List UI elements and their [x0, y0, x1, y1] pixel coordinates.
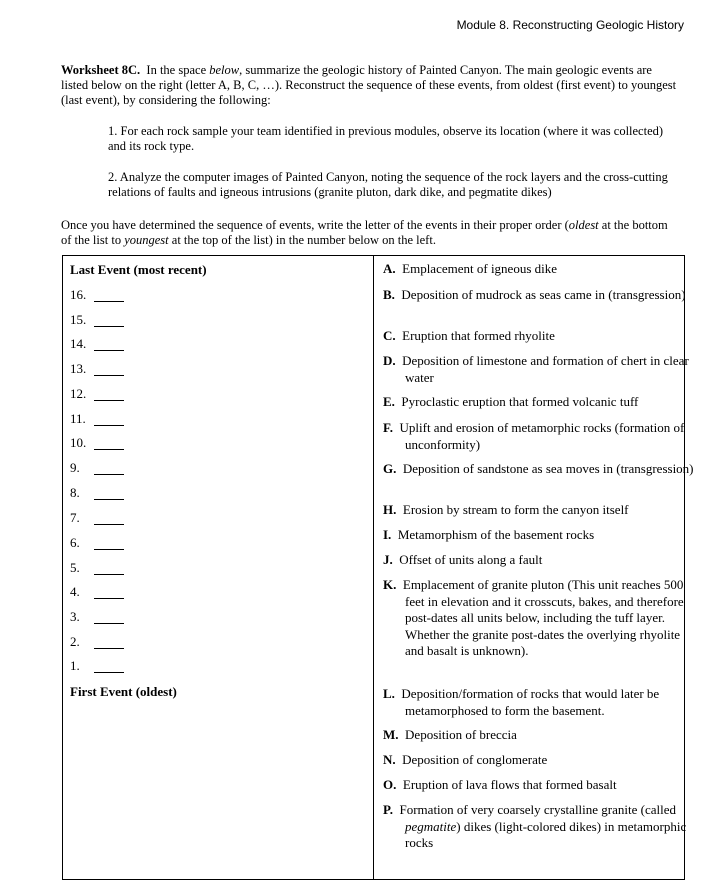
event-text-italic: pegmatite	[405, 818, 457, 834]
event-table	[62, 255, 694, 880]
event-letter: A.	[383, 261, 396, 276]
answer-blank[interactable]	[94, 326, 124, 327]
last-event-label: Last Event (most recent)	[70, 262, 207, 277]
worksheet-label: Worksheet 8C.	[61, 63, 141, 77]
sequence-number: 3.	[70, 609, 80, 624]
sequence-number: 11.	[70, 411, 86, 426]
answer-blank[interactable]	[94, 499, 124, 500]
event-text: Uplift and erosion of metamorphic rocks (formation of unconformity)	[399, 420, 685, 452]
event-text: Pyroclastic eruption that formed volcanic tuff	[401, 394, 639, 409]
event-letter: C.	[383, 328, 396, 343]
answer-blank[interactable]	[94, 474, 124, 475]
instruction-1: 1. For each rock sample your team identified in previous modules, observe its location (where it was collected) and its rock type.	[108, 124, 664, 153]
event-item	[383, 552, 701, 569]
event-letter: B.	[383, 287, 395, 302]
event-letter: E.	[383, 394, 395, 409]
event-letter: F.	[383, 420, 393, 435]
answer-blank[interactable]	[94, 623, 124, 624]
event-text: Metamorphism of the basement rocks	[397, 527, 595, 542]
event-item	[383, 420, 701, 453]
instruction-2: 2. Analyze the computer images of Painted Canyon, noting the sequence of the rock layers and the cross-cutting relations of faults and igneous intrusions (granite pluton, dark dike, and pegmatite dikes)	[108, 170, 668, 199]
event-letter: D.	[383, 353, 396, 368]
event-letter: O.	[383, 777, 397, 792]
event-text: Deposition of mudrock as seas came in (transgression)	[401, 287, 686, 302]
worksheet-intro	[61, 63, 681, 108]
column-divider	[373, 256, 374, 879]
answer-blank[interactable]	[94, 301, 124, 302]
event-text: Deposition of sandstone as sea moves in (transgression)	[402, 461, 694, 476]
event-text: Eruption of lava flows that formed basalt	[402, 777, 617, 792]
event-letter: L.	[383, 686, 395, 701]
sequence-number: 6.	[70, 535, 80, 550]
answer-blank[interactable]	[94, 425, 124, 426]
answer-blank[interactable]	[94, 574, 124, 575]
answer-blank[interactable]	[94, 375, 124, 376]
module-header: Module 8. Reconstructing Geologic History	[456, 18, 684, 32]
sequence-number: 9.	[70, 460, 80, 475]
sequence-number: 13.	[70, 361, 87, 376]
once-oldest: oldest	[568, 218, 599, 232]
event-item	[383, 727, 701, 744]
event-letter: G.	[383, 461, 397, 476]
ordering-instructions	[61, 218, 681, 248]
sequence-number: 7.	[70, 510, 80, 525]
event-letter: N.	[383, 752, 396, 767]
event-letter: P.	[383, 802, 393, 817]
sequence-number: 15.	[70, 312, 87, 327]
event-item	[383, 577, 701, 660]
event-item	[383, 394, 701, 411]
event-item	[383, 502, 701, 519]
event-letter: M.	[383, 727, 399, 742]
answer-blank[interactable]	[94, 598, 124, 599]
sequence-number: 14.	[70, 336, 87, 351]
event-item	[383, 461, 701, 478]
event-item	[383, 686, 701, 719]
event-text: Erosion by stream to form the canyon itself	[402, 502, 629, 517]
once-p2: at the bottom of the list to	[61, 218, 668, 247]
answer-blank[interactable]	[94, 524, 124, 525]
first-event-label: First Event (oldest)	[70, 684, 177, 699]
once-p1: Once you have determined the sequence of events, write the letter of the events in their proper order (	[61, 218, 569, 232]
event-text: Deposition/formation of rocks that would later be metamorphosed to form the basement.	[401, 686, 660, 718]
intro-part1: In the space	[146, 63, 210, 77]
event-letter: J.	[383, 552, 393, 567]
answer-blank[interactable]	[94, 449, 124, 450]
answer-blank[interactable]	[94, 672, 124, 673]
sequence-number: 16.	[70, 287, 87, 302]
event-item	[383, 527, 701, 544]
event-item	[383, 287, 701, 304]
event-item	[383, 752, 701, 769]
sequence-number: 5.	[70, 560, 80, 575]
sequence-number: 8.	[70, 485, 80, 500]
sequence-number: 2.	[70, 634, 80, 649]
event-text: Deposition of limestone and formation of chert in clear water	[402, 353, 689, 385]
answer-blank[interactable]	[94, 549, 124, 550]
sequence-number: 12.	[70, 386, 87, 401]
event-text: Eruption that formed rhyolite	[402, 328, 555, 343]
answer-blank[interactable]	[94, 648, 124, 649]
event-letter: K.	[383, 577, 397, 592]
sequence-number: 1.	[70, 658, 80, 673]
event-letter: H.	[383, 502, 397, 517]
answer-blank[interactable]	[94, 350, 124, 351]
event-item	[383, 777, 701, 794]
event-text: Deposition of breccia	[405, 727, 517, 742]
sequence-number: 10.	[70, 435, 87, 450]
once-youngest: youngest	[124, 233, 169, 247]
event-text: Formation of very coarsely crystalline granite (called	[399, 802, 677, 817]
event-item	[383, 261, 701, 278]
once-p3: at the top of the list) in the number below on the left.	[168, 233, 436, 247]
sequence-number: 4.	[70, 584, 80, 599]
event-text: Emplacement of igneous dike	[402, 261, 558, 276]
intro-part2: , summarize the geologic history of Painted Canyon. The main geologic events are listed below on the right (letter A, B, C, …). Reconstruct the sequence of these events, from oldest (first event) to youngest (last event), by considering the following:	[61, 63, 677, 107]
event-item	[383, 353, 701, 386]
event-item	[383, 328, 701, 345]
intro-below: below	[209, 63, 240, 77]
event-letter: I.	[383, 527, 392, 542]
event-text: Emplacement of granite pluton (This unit reaches 500 feet in elevation and it crosscuts, bakes, and therefore post-dates all units below, including the tuff layer. Whether the granite post-dates the overlying rhyolite and basalt is unknown).	[402, 577, 684, 658]
event-text: Offset of units along a fault	[399, 552, 543, 567]
event-text: Deposition of conglomerate	[402, 752, 548, 767]
answer-blank[interactable]	[94, 400, 124, 401]
event-item	[383, 802, 701, 852]
event-text: ) dikes (light-colored dikes) in metamorphic rocks	[405, 818, 687, 850]
